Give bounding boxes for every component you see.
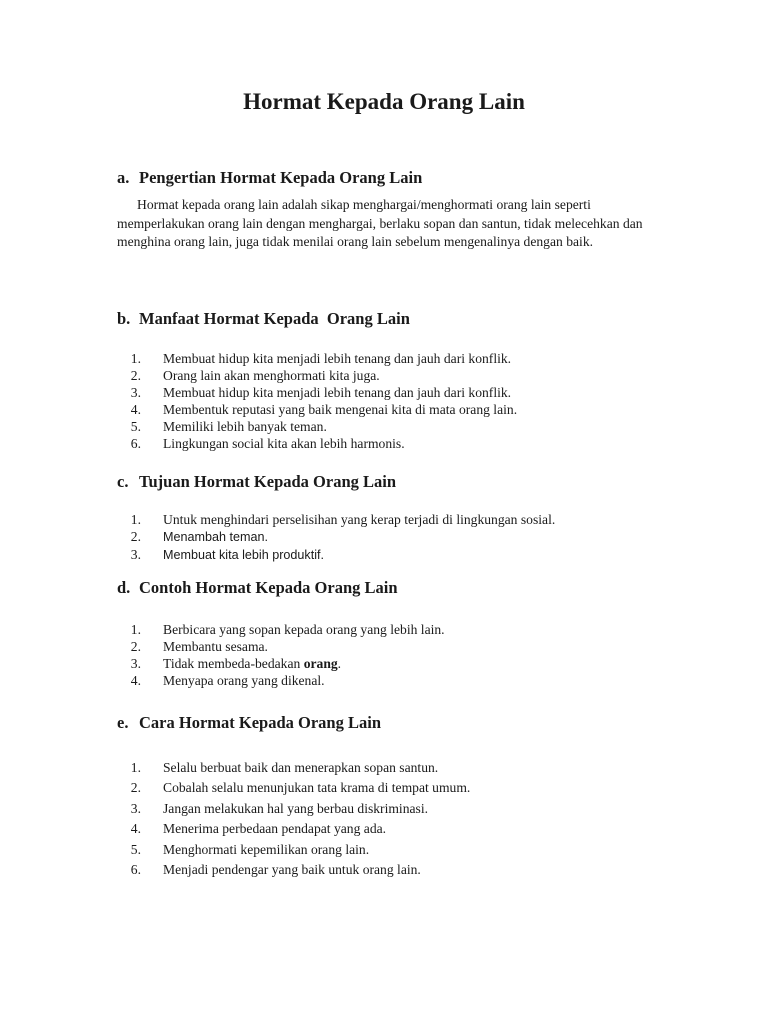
list-number: 1. <box>130 512 141 527</box>
list-text: Untuk menghindari perselisihan yang kerap terjadi di lingkungan sosial. <box>163 512 556 527</box>
list-number: 3. <box>130 800 141 816</box>
list-item <box>117 546 555 564</box>
list-item <box>117 860 470 880</box>
list-text: Membantu sesama. <box>163 639 268 654</box>
examples-list <box>117 621 445 689</box>
definition-paragraph: Hormat kepada orang lain adalah sikap menghargai/menghormati orang lain seperti memperlakukan orang lain dengan menghargai, berlaku sopan dan santun, tidak melecehkan dan menghina orang lain, juga tidak menilai orang lain sebelum mengenalinya dengan baik. <box>117 197 643 249</box>
list-text: Jangan melakukan hal yang berbau diskriminasi. <box>163 800 429 816</box>
list-text: Berbicara yang sopan kepada orang yang lebih lain. <box>163 622 445 637</box>
list-text: Membuat kita lebih produktif. <box>163 548 325 562</box>
list-number: 2. <box>130 780 141 796</box>
list-item <box>117 418 517 435</box>
section-heading-e <box>117 712 381 734</box>
section-letter: d. <box>117 578 131 597</box>
list-number: 6. <box>130 436 141 451</box>
list-item <box>117 840 470 860</box>
section-letter: a. <box>117 168 130 187</box>
section-letter: b. <box>117 309 131 328</box>
list-item <box>117 528 555 546</box>
list-item <box>117 672 445 689</box>
section-heading-b <box>117 308 410 330</box>
list-item <box>117 435 517 452</box>
list-text-bold: orang <box>303 656 338 671</box>
list-text: Cobalah selalu menunjukan tata krama di tempat umum. <box>163 780 471 796</box>
list-item <box>117 655 445 672</box>
section-letter: c. <box>117 472 129 491</box>
list-text: Tidak membeda-bedakan <box>163 656 304 671</box>
list-number: 5. <box>130 841 141 857</box>
list-item <box>117 384 517 401</box>
methods-list <box>117 758 470 880</box>
benefits-list <box>117 350 517 452</box>
list-text: Menerima perbedaan pendapat yang ada. <box>163 821 387 837</box>
list-number: 1. <box>130 760 141 775</box>
list-number: 6. <box>130 862 141 878</box>
list-number: 2. <box>130 529 141 544</box>
list-number: 1. <box>130 622 141 637</box>
list-text: Menjadi pendengar yang baik untuk orang lain. <box>163 862 421 878</box>
list-text: Menyapa orang yang dikenal. <box>163 673 325 688</box>
list-number: 3. <box>130 385 141 400</box>
list-number: 1. <box>130 351 141 366</box>
list-item <box>117 799 470 819</box>
list-text: Lingkungan social kita akan lebih harmonis. <box>163 436 405 451</box>
list-number: 4. <box>130 821 141 837</box>
list-text: Membuat hidup kita menjadi lebih tenang dan jauh dari konflik. <box>163 351 512 366</box>
list-number: 2. <box>130 639 141 654</box>
list-number: 4. <box>130 673 141 688</box>
section-title: Pengertian Hormat Kepada Orang Lain <box>139 168 423 187</box>
list-item <box>117 401 517 418</box>
list-text: Orang lain akan menghormati kita juga. <box>163 368 380 383</box>
section-title: Cara Hormat Kepada Orang Lain <box>139 713 381 732</box>
list-text: Menambah teman. <box>163 530 269 544</box>
list-number: 2. <box>130 368 141 383</box>
list-item <box>117 638 445 655</box>
list-item <box>117 819 470 839</box>
list-item <box>117 511 555 528</box>
section-heading-d <box>117 577 398 599</box>
goals-list <box>117 511 555 564</box>
list-item <box>117 367 517 384</box>
list-text: Memiliki lebih banyak teman. <box>163 419 327 434</box>
list-text: Membentuk reputasi yang baik mengenai kita di mata orang lain. <box>163 402 518 417</box>
list-item <box>117 350 517 367</box>
section-title: Tujuan Hormat Kepada Orang Lain <box>139 472 397 491</box>
list-text-end: . <box>337 656 342 671</box>
section-heading-a <box>117 167 422 189</box>
list-number: 3. <box>130 656 141 671</box>
list-item <box>117 758 470 778</box>
list-number: 4. <box>130 402 141 417</box>
list-item <box>117 778 470 798</box>
section-title: Manfaat Hormat Kepada Orang Lain <box>139 309 410 328</box>
list-number: 3. <box>130 547 141 562</box>
list-item <box>117 621 445 638</box>
list-text: Selalu berbuat baik dan menerapkan sopan santun. <box>163 760 439 775</box>
list-text: Menghormati kepemilikan orang lain. <box>163 841 370 857</box>
section-title: Contoh Hormat Kepada Orang Lain <box>139 578 398 597</box>
list-number: 5. <box>130 419 141 434</box>
section-heading-c <box>117 471 396 493</box>
page-title: Hormat Kepada Orang Lain <box>243 89 525 114</box>
section-letter: e. <box>117 713 129 732</box>
list-text: Membuat hidup kita menjadi lebih tenang dan jauh dari konflik. <box>163 385 512 400</box>
